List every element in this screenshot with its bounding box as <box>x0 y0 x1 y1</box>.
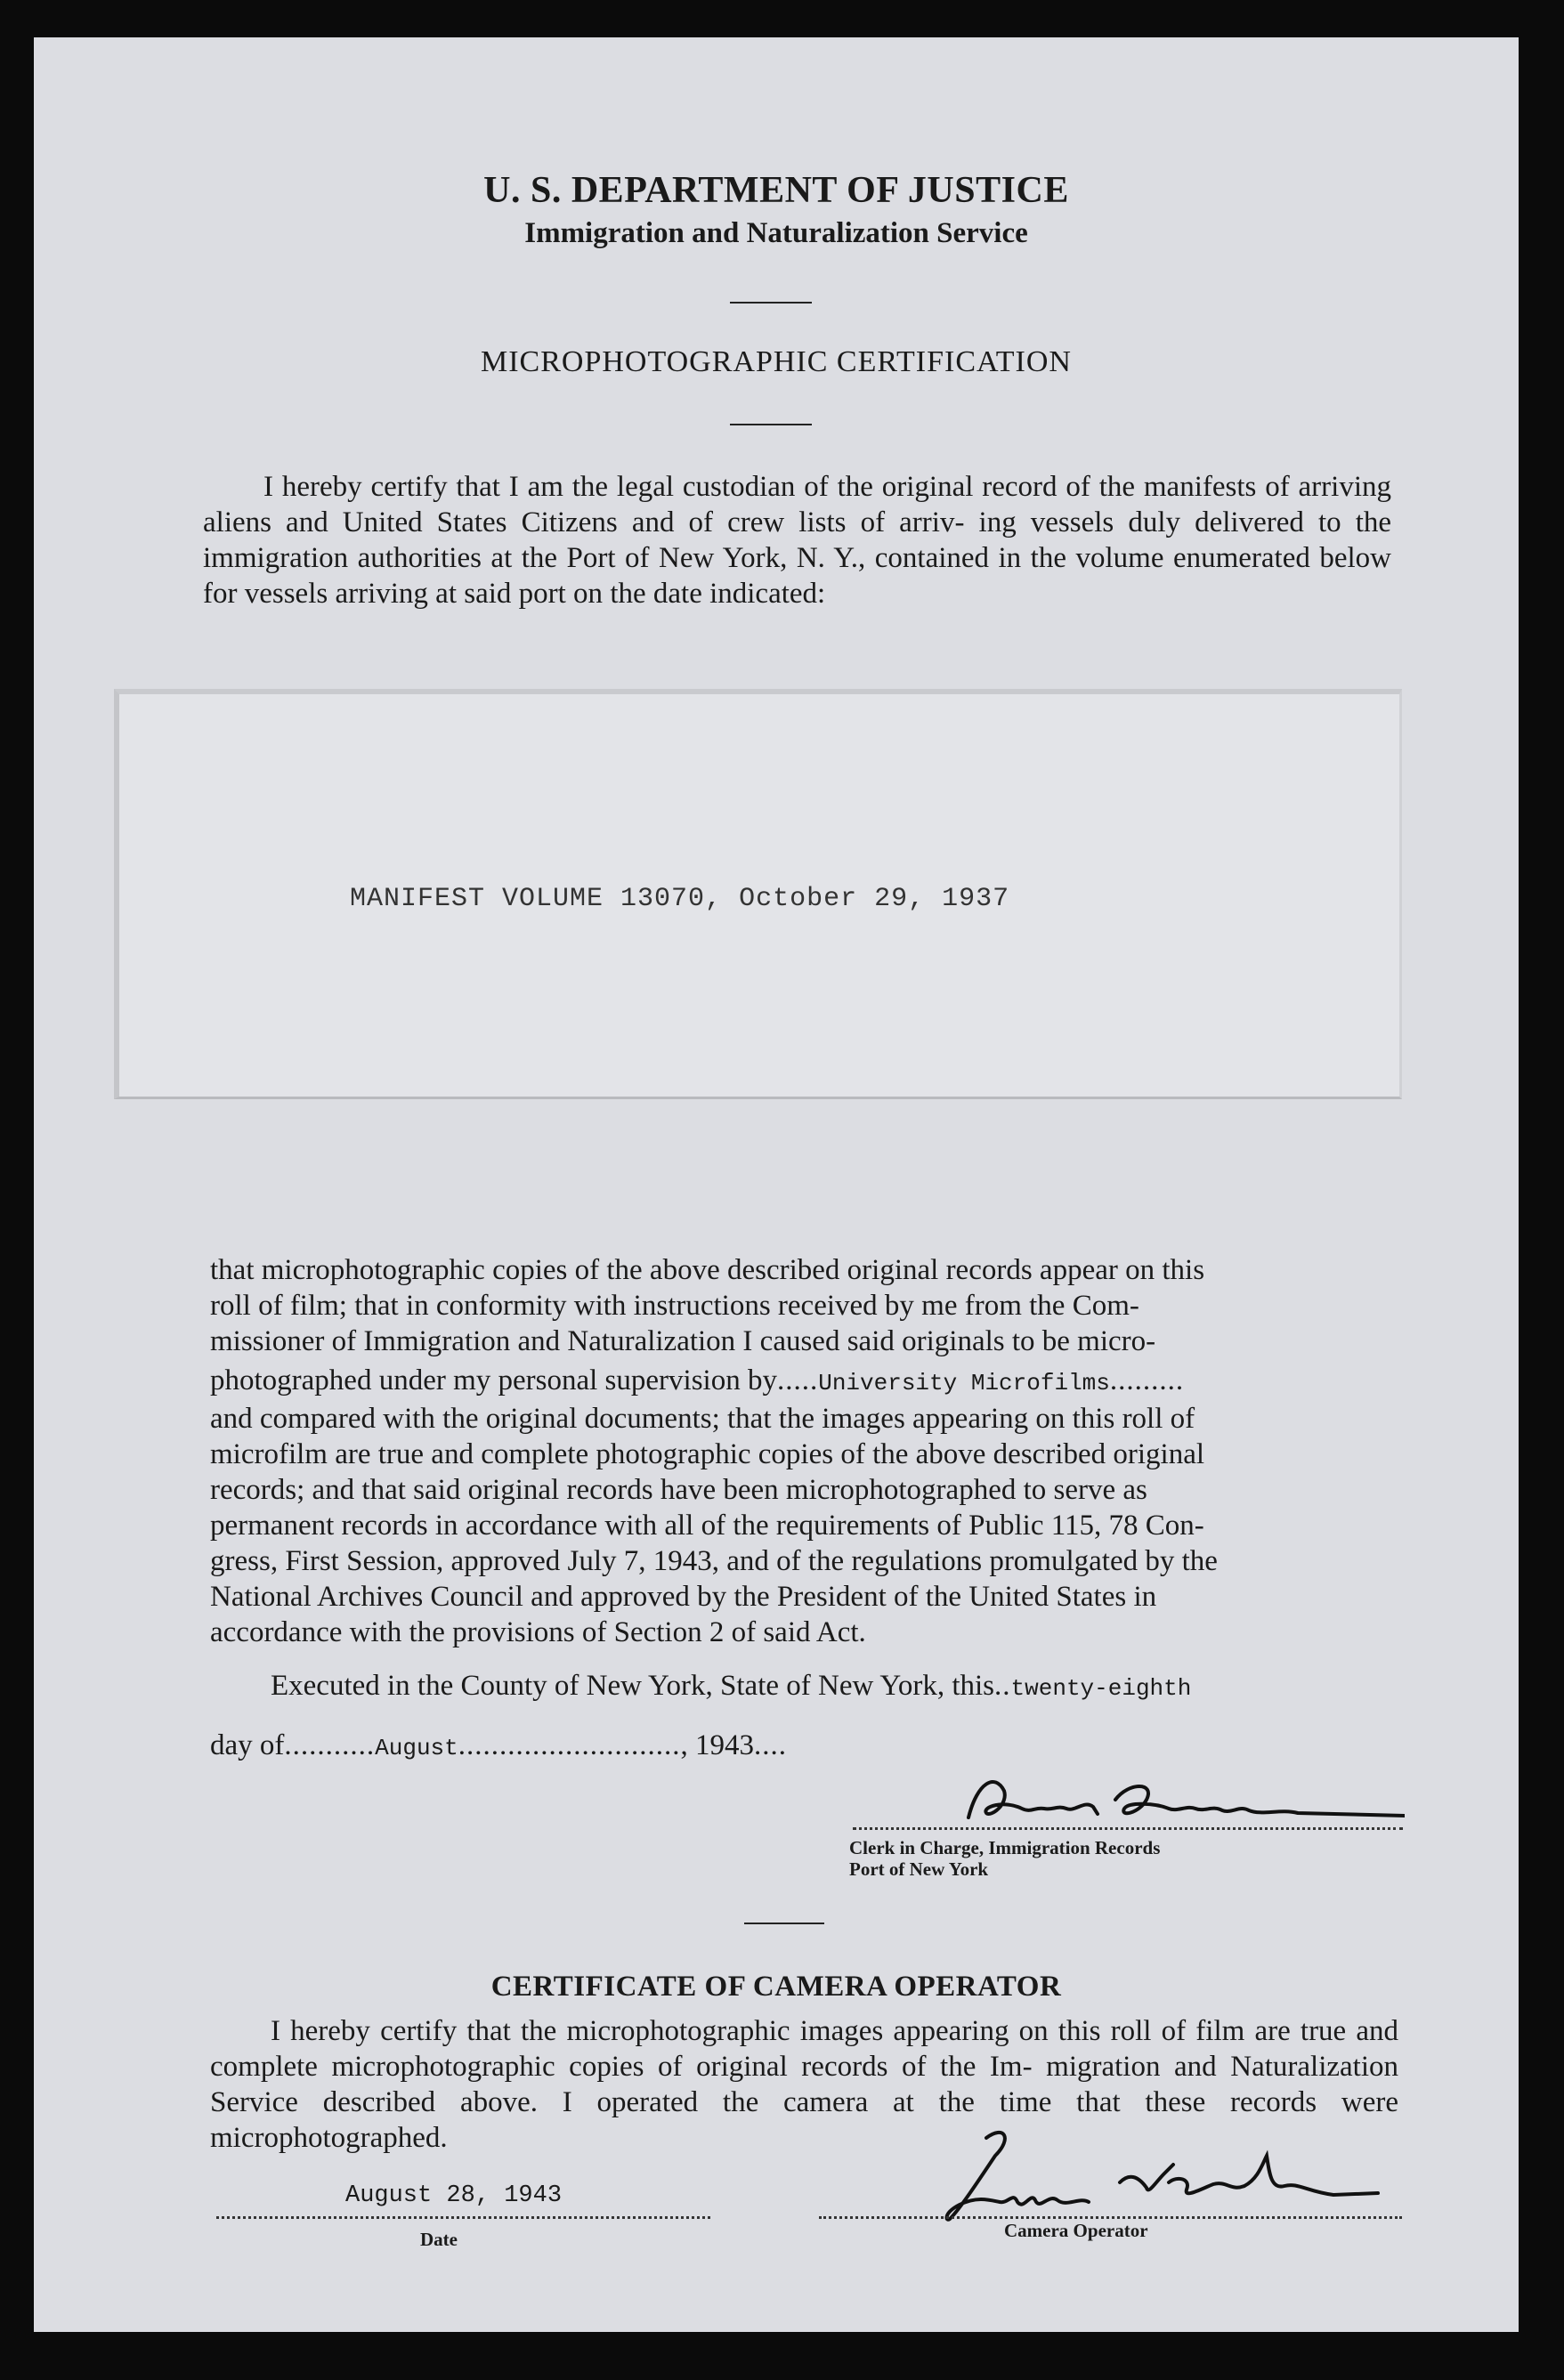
paragraph-line: ing vessels duly delivered to the immigration authorities at the Port of New York, <box>203 506 1392 574</box>
paragraph-line: the date indicated: <box>610 578 826 610</box>
clerk-title-line: Port of New York <box>849 1858 989 1880</box>
service-subtitle: Immigration and Naturalization Service <box>524 217 1028 249</box>
divider-rule <box>744 1923 824 1924</box>
paragraph-line: permanent records in accordance with all of the requirements of Public 115, 78 Con- <box>210 1510 1204 1542</box>
paragraph-line: I hereby certify that I am the legal custodian of the original record of the <box>263 471 1136 503</box>
paragraph-line: National Archives Council and approved by the President of the United States in <box>210 1581 1157 1613</box>
execution-prefix: Executed in the County of New York, State of New York, this <box>271 1670 995 1702</box>
execution-line: Executed in the County of New York, State of New York, this..twenty-eighth <box>271 1670 1192 1702</box>
clerk-signature-line <box>853 1827 1403 1830</box>
paragraph-line: gress, First Session, approved July 7, 1943, and of the regulations promulgated by the <box>210 1545 1218 1577</box>
divider-rule <box>730 424 812 425</box>
manifest-volume-line: MANIFEST VOLUME 13070, October 29, 1937 <box>350 884 1010 914</box>
paragraph-line: microfilm are true and complete photographic copies of the above described original <box>210 1438 1205 1470</box>
copies-paragraph <box>210 1252 1398 1766</box>
document-sheet <box>34 37 1519 2332</box>
execution-month: August <box>375 1735 458 1761</box>
camera-date-value: August 28, 1943 <box>345 2182 563 2209</box>
paragraph-line: I hereby certify that the microphotographic images appearing on this roll of <box>271 2015 1187 2047</box>
camera-operator-label: Camera Operator <box>1004 2220 1148 2241</box>
divider-rule <box>730 302 812 304</box>
certification-title: MICROPHOTOGRAPHIC CERTIFICATION <box>480 345 1072 378</box>
paragraph-line: accordance with the provisions of Section 2 of said Act. <box>210 1616 866 1648</box>
paragraph-line: migration and Naturalization Service described above. I operated the camera at the <box>210 2051 1398 2118</box>
supervision-line: photographed under my personal supervision by.....University Microfilms......... <box>210 1364 1185 1396</box>
paragraph-line: and compared with the original documents; that the images appearing on this roll of <box>210 1403 1195 1435</box>
paragraph-line: N. Y., contained in the volume enumerated below for vessels arriving at said port on <box>203 542 1391 610</box>
clerk-signature <box>942 1764 1405 1835</box>
paragraph-line: missioner of Immigration and Naturalization I caused said originals to be micro- <box>210 1325 1156 1357</box>
paragraph-line: film are true and complete microphotographic copies of original records of the Im- <box>210 2015 1399 2083</box>
execution-year: , 1943 <box>680 1729 755 1761</box>
paragraph-line: manifests of arriving aliens and United States Citizens and of crew lists of arriv- <box>203 471 1391 538</box>
custodian-paragraph <box>203 469 1391 611</box>
camera-operator-signature-line <box>819 2216 1402 2219</box>
date-signature-line <box>216 2216 710 2219</box>
camera-certificate-title: CERTIFICATE OF CAMERA OPERATOR <box>490 1971 1062 2003</box>
clerk-title-line: Clerk in Charge, Immigration Records <box>849 1837 1161 1858</box>
department-title: U. S. DEPARTMENT OF JUSTICE <box>483 170 1069 211</box>
execution-day: twenty-eighth <box>1010 1675 1192 1702</box>
paragraph-line: time that these records were microphotographed. <box>210 2086 1398 2154</box>
camera-operator-signature <box>906 2120 1387 2227</box>
day-of-label: day of <box>210 1729 285 1761</box>
supervision-prefix: photographed under my personal supervision by <box>210 1364 777 1396</box>
execution-date-line: day of...........August..........................., 1943.... <box>210 1729 788 1761</box>
paragraph-line: records; and that said original records have been microphotographed to serve as <box>210 1474 1147 1506</box>
paragraph-line: that microphotographic copies of the above described original records appear on this <box>210 1254 1205 1286</box>
clerk-title <box>849 1837 1160 1880</box>
paragraph-line: roll of film; that in conformity with instructions received by me from the Com- <box>210 1290 1139 1322</box>
date-label: Date <box>420 2229 458 2250</box>
supervisor-value: University Microfilms <box>818 1370 1110 1396</box>
